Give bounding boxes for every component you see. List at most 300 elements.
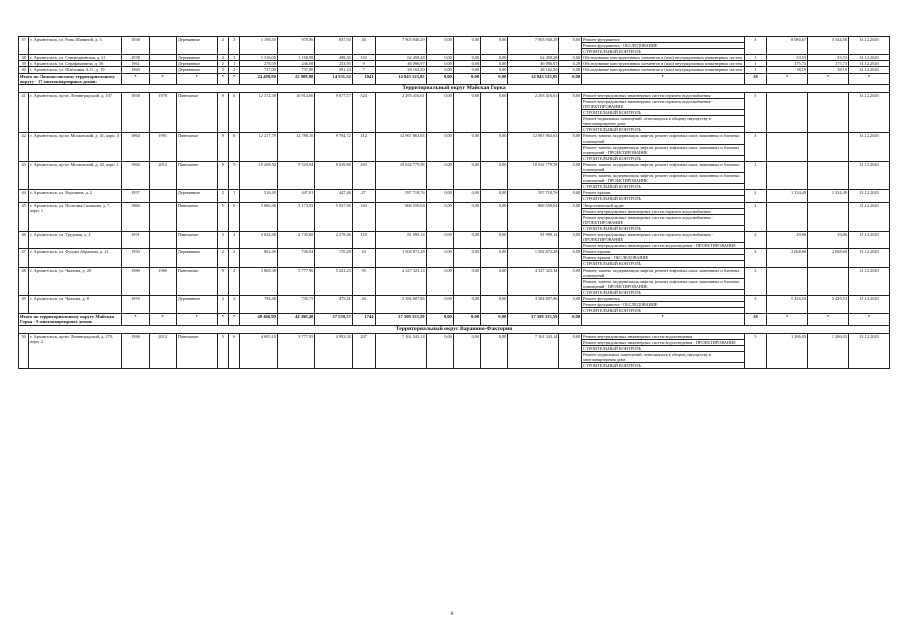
unit-cost: 175,73 [767, 61, 808, 67]
work-type-item: СТРОИТЕЛЬНЫЙ КОНТРОЛЬ [583, 225, 642, 231]
work-type-item: СТРОИТЕЛЬНЫЙ КОНТРОЛЬ [583, 196, 642, 202]
house-row [19, 92, 890, 133]
repair-cost-total: 597 718,76 [375, 190, 426, 202]
area-total: 3 024,48 [240, 232, 277, 249]
residents-count: 207 [352, 333, 375, 369]
district-total-row [19, 314, 890, 325]
total-cell: 14 843 123,85 [375, 73, 426, 84]
funding-other: 0,00 [559, 161, 582, 189]
row-number: 46 [19, 232, 29, 249]
total-cell: * [149, 314, 176, 325]
funding-regional: 0,00 [453, 190, 480, 202]
work-types [582, 296, 744, 314]
house-address: г. Архангельск, пр-кт. Московский, д. 43, корп. 1 [29, 161, 122, 189]
max-unit-cost: 5 544,58 [808, 37, 849, 55]
funding-federal: 0,00 [426, 249, 453, 267]
funding-owners: 597 718,76 [508, 190, 559, 202]
house-row [19, 296, 890, 314]
area-total: 5 868,38 [240, 267, 277, 295]
total-cell: * [229, 314, 240, 325]
area-premises: 739,75 [277, 296, 314, 314]
funding-federal: 0,00 [426, 267, 453, 295]
area-premises: 730,04 [277, 249, 314, 267]
funding-other: 0,00 [559, 333, 582, 369]
work-type-item: Обследование конструктивных элементов и (или) внутридомовых инженерных систем [583, 55, 742, 61]
total-cell: 48 466,99 [240, 314, 277, 325]
completion-deadline: 31.12.2020 [848, 37, 889, 55]
work-count: 1 [744, 61, 767, 67]
area-total: 278,59 [240, 61, 277, 67]
completion-deadline: 31.12.2020 [848, 232, 889, 249]
row-number: 37 [19, 37, 29, 55]
work-type-item: Ремонт крыши [582, 249, 743, 255]
total-label: Итого по Ломоносовскому территориальному округу - 17 многоквартирных домов: [19, 73, 122, 84]
completion-deadline: 31.12.2020 [848, 61, 889, 67]
floors-count: 2 [217, 37, 228, 55]
funding-federal: 0,00 [426, 202, 453, 231]
work-type-item: Ремонт крыши - ОБСЛЕДОВАНИЕ [582, 255, 743, 261]
funding-owners: 28 162,50 [508, 67, 559, 73]
area-premises: 3 777,95 [277, 333, 314, 369]
unit-cost: 8 080,67 [767, 37, 808, 55]
max-unit-cost [808, 133, 849, 161]
work-count: 2 [744, 190, 767, 202]
funding-regional: 0,00 [453, 296, 480, 314]
area-total: 802,40 [240, 249, 277, 267]
completion-deadline: 31.12.2020 [848, 133, 889, 161]
area-total: 1 198,35 [240, 37, 277, 55]
year-built: 1960 [122, 202, 149, 231]
house-row [19, 232, 890, 249]
work-type-item: СТРОИТЕЛЬНЫЙ КОНТРОЛЬ [583, 308, 642, 314]
floors-count: 5 [217, 333, 228, 369]
total-cell: * [767, 314, 808, 325]
residents-count: 40 [352, 37, 375, 55]
wall-material: Панельные [176, 202, 217, 231]
work-count: 1 [744, 67, 767, 73]
work-types [582, 267, 744, 295]
house-row [19, 249, 890, 267]
year-built: 1961 [122, 61, 149, 67]
house-address: г. Архангельск, ул. Федора Абрамова, д. 21 [29, 249, 122, 267]
area-residential: 5 037,95 [315, 202, 352, 231]
year-built: 1957 [122, 190, 149, 202]
area-total: 12 217,79 [240, 133, 277, 161]
work-count: 1 [744, 55, 767, 61]
repair-cost-total: 7 903 940,29 [375, 37, 426, 55]
house-address: г. Архангельск, ул. Северодвинская, д. 21 [29, 55, 122, 61]
area-premises: 737,00 [277, 67, 314, 73]
repair-cost-total: 4 327 323,14 [375, 267, 426, 295]
total-cell: * [122, 73, 149, 84]
row-number: 38 [19, 55, 29, 61]
floors-count: 9 [217, 161, 228, 189]
funding-local: 0,00 [481, 133, 508, 161]
total-cell: 1041 [352, 73, 375, 84]
unit-cost: 29,86 [767, 232, 808, 249]
unit-cost: 2 068,60 [767, 249, 808, 267]
house-row [19, 333, 890, 369]
entrances-count: 1 [229, 61, 240, 67]
entrances-count: 1 [229, 190, 240, 202]
max-unit-cost [808, 202, 849, 231]
repair-cost-total: 10 632 779,58 [375, 161, 426, 189]
area-premises: 12 788,10 [277, 133, 314, 161]
funding-local: 0,00 [481, 232, 508, 249]
work-count: 3 [744, 133, 767, 161]
row-number: 45 [19, 202, 29, 231]
wall-material: Деревянные [176, 296, 217, 314]
total-cell: 0,00 [481, 73, 508, 84]
total-cell: 28 [744, 314, 767, 325]
year-reconstruction [149, 202, 176, 231]
area-total: 794,48 [240, 296, 277, 314]
repair-cost-total: 46 096,97 [375, 61, 426, 67]
work-type-item: Ремонт, замена, модернизация лифтов, ремонт лифтовых шахт, машинных и блочных помещений [582, 162, 743, 173]
work-type-item: Ремонт внутридомовых инженерных систем водоотведения [582, 334, 743, 340]
repair-cost-total: 7 161 343,14 [375, 333, 426, 369]
work-types [582, 55, 744, 61]
total-cell: * [808, 314, 849, 325]
unit-cost [767, 267, 808, 295]
residents-count: 524 [352, 92, 375, 133]
work-type-item: СТРОИТЕЛЬНЫЙ КОНТРОЛЬ [582, 346, 743, 352]
funding-federal: 0,00 [426, 92, 453, 133]
area-residential: 5 241,23 [315, 267, 352, 295]
funding-regional: 0,00 [453, 333, 480, 369]
work-type-item: Ремонт фундамента - ОБСЛЕДОВАНИЕ [582, 43, 743, 49]
total-cell: * [582, 73, 744, 84]
funding-other: 0,00 [559, 37, 582, 55]
year-reconstruction [149, 296, 176, 314]
floors-count: 5 [217, 232, 228, 249]
funding-other: 0,00 [559, 133, 582, 161]
funding-local: 0,00 [481, 267, 508, 295]
year-reconstruction [149, 249, 176, 267]
work-count: 5 [744, 92, 767, 133]
area-total: 516,49 [240, 190, 277, 202]
area-total: 737,00 [240, 67, 277, 73]
funding-local: 0,00 [481, 92, 508, 133]
max-unit-cost: 175,73 [808, 61, 849, 67]
work-type-item: Ремонт, замена, модернизация лифтов, ремонт лифтовых шахт, машинных и блочных помещений - ПРОЕКТИРОВАНИЕ [582, 145, 743, 156]
wall-material: Деревянные [176, 190, 217, 202]
funding-local: 0,00 [481, 190, 508, 202]
total-cell: 1744 [352, 314, 375, 325]
house-row [19, 161, 890, 189]
max-unit-cost: 1 286,03 [808, 333, 849, 369]
year-built: 1959 [122, 296, 149, 314]
work-type-item: Ремонт крыши [582, 190, 743, 196]
row-number: 43 [19, 161, 29, 189]
unit-cost [767, 161, 808, 189]
area-residential: 447,46 [315, 190, 352, 202]
year-reconstruction: 1980 [149, 267, 176, 295]
entrances-count: 2 [229, 249, 240, 267]
wall-material: Деревянные [176, 37, 217, 55]
funding-local: 0,00 [481, 296, 508, 314]
entrances-count: 2 [229, 67, 240, 73]
max-unit-cost: 5 426,53 [808, 296, 849, 314]
completion-deadline: 31.12.2020 [848, 249, 889, 267]
work-type-item: СТРОИТЕЛЬНЫЙ КОНТРОЛЬ [583, 127, 642, 133]
year-reconstruction: 2012 [149, 333, 176, 369]
total-cell: 0,00 [481, 314, 508, 325]
repair-cost-total: 2 293 416,61 [375, 92, 426, 133]
funding-local: 0,00 [481, 249, 508, 267]
year-reconstruction [149, 190, 176, 202]
house-row [19, 37, 890, 55]
total-cell: 0,00 [559, 73, 582, 84]
max-unit-cost: 2 068,60 [808, 249, 849, 267]
area-premises: 5 173,05 [277, 202, 314, 231]
floors-count: 2 [217, 61, 228, 67]
funding-other: 0,00 [559, 232, 582, 249]
year-reconstruction: 1991 [149, 133, 176, 161]
house-address: г. Архангельск, ул. Почтовая Скипьева, д. 7, корп. 1 [29, 202, 122, 231]
funding-regional: 0,00 [453, 92, 480, 133]
unit-cost [767, 133, 808, 161]
completion-deadline: 31.12.2020 [848, 190, 889, 202]
work-type-item: СТРОИТЕЛЬНЫЙ КОНТРОЛЬ [583, 155, 642, 161]
work-type-item: Ремонт внутридомовых инженерных систем горячего водоснабжения [582, 209, 743, 215]
funding-federal: 0,00 [426, 61, 453, 67]
residents-count: 43 [352, 249, 375, 267]
area-total: 1 316,00 [240, 55, 277, 61]
area-total: 10 208,50 [240, 161, 277, 189]
funding-regional: 0,00 [453, 267, 480, 295]
unit-cost: 53,53 [767, 55, 808, 61]
completion-deadline: 31.12.2020 [848, 333, 889, 369]
funding-local: 0,00 [481, 161, 508, 189]
funding-local: 0,00 [481, 202, 508, 231]
work-type-item: Ремонт фундамента - ОБСЛЕДОВАНИЕ [582, 302, 743, 308]
funding-federal: 0,00 [426, 67, 453, 73]
total-cell: * [767, 73, 808, 84]
total-cell: * [229, 73, 240, 84]
area-residential: 475,41 [315, 296, 352, 314]
completion-deadline: 31.12.2020 [848, 67, 889, 73]
total-cell: 0,00 [426, 314, 453, 325]
total-cell: 0,00 [559, 314, 582, 325]
funding-regional: 0,00 [453, 249, 480, 267]
funding-owners: 81 999,14 [508, 232, 559, 249]
residents-count: 27 [352, 190, 375, 202]
work-type-item: Энергетический аудит [582, 203, 743, 209]
unit-cost: 38,19 [767, 67, 808, 73]
repair-cost-total: 3 384 807,86 [375, 296, 426, 314]
area-residential: 8 639,80 [315, 161, 352, 189]
work-type-item: Ремонт подвальных помещений, относящихся к общему имуществу в многоквартирном доме [582, 352, 743, 363]
repair-cost-total: 28 162,50 [375, 67, 426, 73]
wall-material: Панельные [176, 92, 217, 133]
house-address: г. Архангельск, ул. Розы Шаниной, д. 3 [29, 37, 122, 55]
area-residential: 4 993,32 [315, 333, 352, 369]
row-number: 49 [19, 296, 29, 314]
house-row [19, 202, 890, 231]
repair-cost-total: 1 504 872,28 [375, 249, 426, 267]
total-cell: 14 843 123,85 [508, 73, 559, 84]
year-built: 1964 [122, 133, 149, 161]
house-address: г. Архангельск, ул. Шабалина А.О., д. 19 [29, 67, 122, 73]
area-total: 4 695,10 [240, 333, 277, 369]
funding-other: 0,00 [559, 296, 582, 314]
total-cell: 0,00 [453, 314, 480, 325]
wall-material: Панельные [176, 232, 217, 249]
entrances-count: 2 [229, 296, 240, 314]
work-count: 3 [744, 161, 767, 189]
total-cell: 14 531,52 [315, 73, 352, 84]
row-number: 41 [19, 92, 29, 133]
total-cell: * [848, 314, 889, 325]
house-address: г. Архангельск, пр-кт. Ленинградский, д. 279, корп. 2 [29, 333, 122, 369]
funding-federal: 0,00 [426, 55, 453, 61]
total-cell: * [149, 73, 176, 84]
funding-owners: 10 632 779,58 [508, 161, 559, 189]
funding-regional: 0,00 [453, 133, 480, 161]
work-types [582, 92, 744, 133]
wall-material: Панельные [176, 333, 217, 369]
funding-regional: 0,00 [453, 61, 480, 67]
area-residential: 498,35 [315, 55, 352, 61]
total-cell: * [122, 314, 149, 325]
wall-material: Панельные [176, 267, 217, 295]
year-built: 1951 [122, 232, 149, 249]
funding-regional: 0,00 [453, 161, 480, 189]
max-unit-cost: 38,19 [808, 67, 849, 73]
max-unit-cost: 29,86 [808, 232, 849, 249]
work-types [582, 133, 744, 161]
year-built: 1938 [122, 55, 149, 61]
entrances-count: 6 [229, 333, 240, 369]
work-types [582, 161, 744, 189]
completion-deadline: 31.12.2020 [848, 202, 889, 231]
unit-cost [767, 92, 808, 133]
work-count: 3 [744, 267, 767, 295]
work-types [582, 249, 744, 267]
wall-material: Панельные [176, 133, 217, 161]
work-count: 5 [744, 333, 767, 369]
unit-cost [767, 202, 808, 231]
work-count: 3 [744, 37, 767, 55]
residents-count: 95 [352, 267, 375, 295]
work-count: 3 [744, 249, 767, 267]
max-unit-cost: 1 334,49 [808, 190, 849, 202]
row-number: 40 [19, 67, 29, 73]
work-type-item: Ремонт фундамента [582, 37, 743, 43]
area-total: 12 372,30 [240, 92, 277, 133]
work-type-item: СТРОИТЕЛЬНЫЙ КОНТРОЛЬ [583, 362, 642, 368]
work-type-item: Ремонт, замена, модернизация лифтов, ремонт лифтовых шахт, машинных и блочных помещений - ПРОЕКТИРОВАНИЕ [582, 279, 743, 290]
funding-owners: 1 504 872,28 [508, 249, 559, 267]
funding-federal: 0,00 [426, 37, 453, 55]
total-cell: * [217, 314, 228, 325]
year-built: 1960 [122, 161, 149, 189]
residents-count: 9 [352, 61, 375, 67]
work-type-item: Ремонт, замена, модернизация лифтов, ремонт лифтовых шахт, машинных и блочных помещений [582, 133, 743, 144]
year-reconstruction [149, 232, 176, 249]
total-cell: * [848, 73, 889, 84]
unit-cost: 1 286,03 [767, 333, 808, 369]
wall-material: Панельные [176, 161, 217, 189]
work-type-item: Ремонт внутридомовых инженерных систем горячего водоснабжения [582, 93, 743, 99]
floors-count: 2 [217, 190, 228, 202]
total-cell: 0,00 [453, 73, 480, 84]
funding-federal: 0,00 [426, 133, 453, 161]
funding-local: 0,00 [481, 61, 508, 67]
funding-other: 0,00 [559, 249, 582, 267]
funding-local: 0,00 [481, 67, 508, 73]
funding-local: 0,00 [481, 333, 508, 369]
area-premises: 447,91 [277, 190, 314, 202]
row-number: 44 [19, 190, 29, 202]
completion-deadline: 31.12.2020 [848, 267, 889, 295]
funding-other: 0,00 [559, 202, 582, 231]
area-residential: 2 278,46 [315, 232, 352, 249]
year-built: 1980 [122, 267, 149, 295]
area-residential: 9 784,72 [315, 133, 352, 161]
house-address: г. Архангельск, ул. Серафимовича, д. 36 [29, 61, 122, 67]
district-section-row [19, 84, 890, 92]
funding-owners: 46 096,97 [508, 61, 559, 67]
work-types [582, 67, 744, 73]
unit-cost: 1 334,49 [767, 190, 808, 202]
house-row [19, 190, 890, 202]
area-premises: 5 777,96 [277, 267, 314, 295]
floors-count: 9 [217, 92, 228, 133]
area-residential: 233,95 [315, 61, 352, 67]
row-number: 48 [19, 267, 29, 295]
total-cell: 37 559,57 [315, 314, 352, 325]
work-type-item: Ремонт внутридомовых инженерных систем горячего водоснабжения - ПРОЕКТИРОВАНИЕ [582, 215, 743, 226]
wall-material: Деревянные [176, 61, 217, 67]
funding-federal: 0,00 [426, 333, 453, 369]
work-types [582, 37, 744, 55]
housing-repair-register-table [18, 36, 890, 369]
floors-count: 2 [217, 249, 228, 267]
residents-count: 403 [352, 161, 375, 189]
entrances-count: 3 [229, 37, 240, 55]
area-premises: 1 168,98 [277, 55, 314, 61]
area-residential: 170,28 [315, 249, 352, 267]
area-premises: 9 520,94 [277, 161, 314, 189]
work-count: 4 [744, 202, 767, 231]
year-built: 1969 [122, 67, 149, 73]
work-types [582, 333, 744, 369]
work-type-item: СТРОИТЕЛЬНЫЙ КОНТРОЛЬ [583, 184, 642, 190]
funding-federal: 0,00 [426, 232, 453, 249]
house-address: г. Архангельск, ул. Трудовая, д. 4 [29, 232, 122, 249]
funding-other: 0,00 [559, 190, 582, 202]
entrances-count: 3 [229, 55, 240, 61]
max-unit-cost [808, 161, 849, 189]
completion-deadline: 31.12.2020 [848, 92, 889, 133]
house-address: г. Архангельск, пр-кт. Ленинградский, д. 107 [29, 92, 122, 133]
work-type-item: Ремонт внутридомовых инженерных систем горячего водоснабжения - ПРОЕКТИРОВАНИЕ [582, 99, 743, 110]
area-premises: 246,00 [277, 61, 314, 67]
funding-local: 0,00 [481, 37, 508, 55]
max-unit-cost [808, 92, 849, 133]
year-reconstruction [149, 37, 176, 55]
funding-owners: 7 161 343,14 [508, 333, 559, 369]
funding-other: 0,00 [559, 92, 582, 133]
area-premises: 10 914,60 [277, 92, 314, 133]
wall-material: Деревянные [176, 55, 217, 61]
year-reconstruction: 1978 [149, 92, 176, 133]
house-row [19, 267, 890, 295]
funding-other: 0,00 [559, 67, 582, 73]
residents-count: 312 [352, 133, 375, 161]
